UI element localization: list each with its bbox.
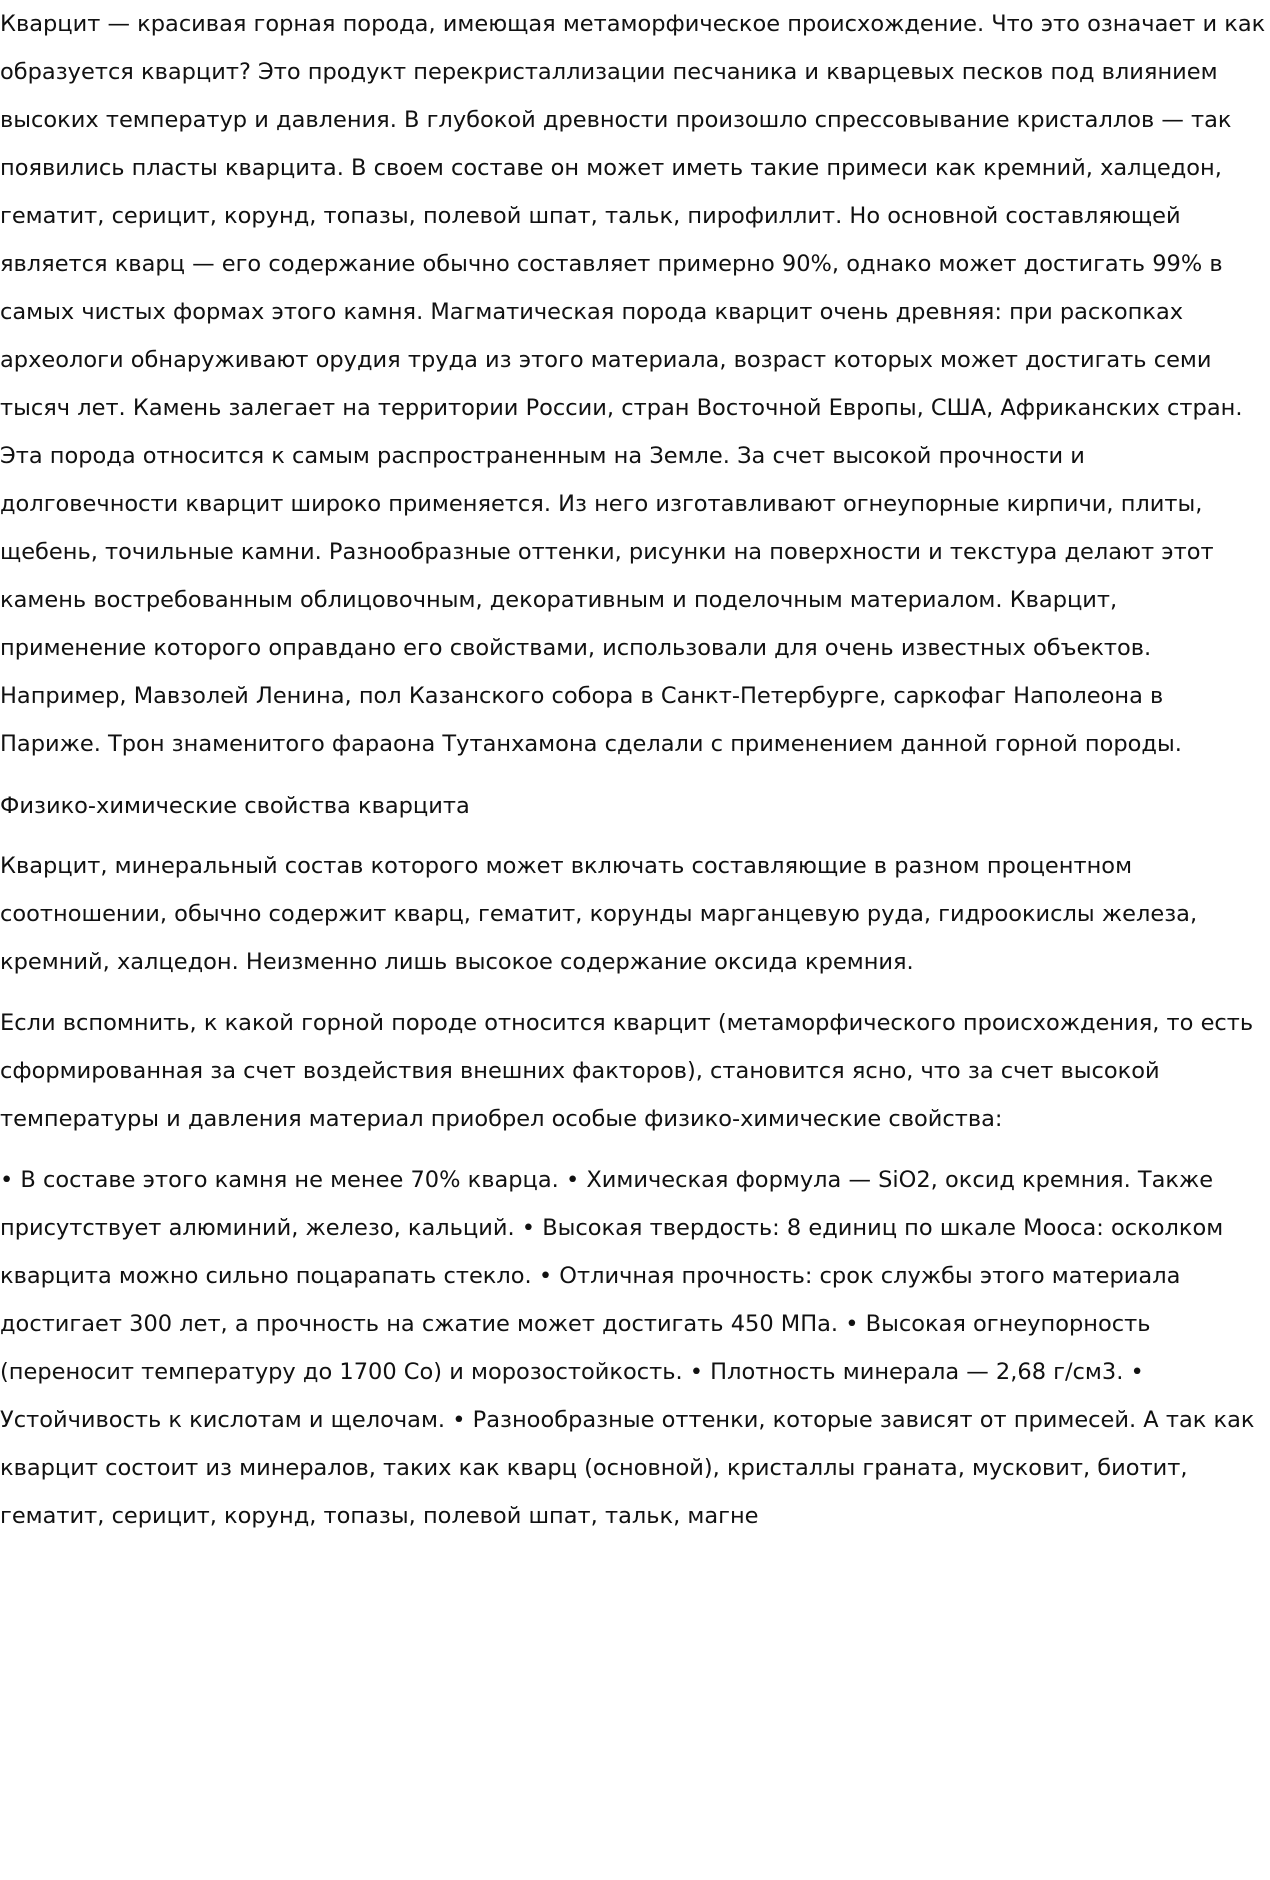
composition-paragraph: Кварцит, минеральный состав которого может включать составляющие в разном процентном соотношении, обычно содержит кварц, гематит, корунды марганцевую руда, гидроокислы железа, кремний, халцедон. Неизменно лишь высокое содержание оксида кремния. (0, 853, 1198, 975)
intro-paragraph: Кварцит — красивая горная порода, имеющая метаморфическое происхождение. Что это означает и как образуется кварцит? Это продукт перекристаллизации песчаника и кварцевых песков под влиянием высоких температур и давления. В глубокой древности произошло спрессовывание кристаллов — так появились пласты кварцита. В своем составе он может иметь такие примеси как кремний, халцедон, гематит, серицит, корунд, топазы, полевой шпат, тальк, пирофиллит. Но основной составляющей является кварц — его содержание обычно составляет примерно 90%, однако может достигать 99% в самых чистых формах этого камня. Магматическая порода кварцит очень древняя: при раскопках археологи обнаруживают орудия труда из этого материала, возраст которых может достигать семи тысяч лет. Камень залегает на территории России, стран Восточной Европы, США, Африканских стран. Эта порода относится к самым распространенным на Земле. За счет высокой прочности и долговечности кварцит широко применяется. Из него изготавливают огнеупорные кирпичи, плиты, щебень, точильные камни. Разнообразные оттенки, рисунки на поверхности и текстура делают этот камень востребованным облицовочным, декоративным и поделочным материалом. Кварцит, применение которого оправдано его свойствами, использовали для очень известных объектов. Например, Мавзолей Ленина, пол Казанского собора в Санкт-Петербурге, саркофаг Наполеона в Париже. Трон знаменитого фараона Тутанхамона сделали с применением данной горной породы. (0, 11, 1266, 757)
properties-intro-paragraph: Если вспомнить, к какой горной породе относится кварцит (метаморфического происхождения, то есть сформированная за счет воздействия внешних факторов), становится ясно, что за счет высокой температуры и давления материал приобрел особые физико-химические свойства: (0, 1010, 1254, 1132)
properties-list-paragraph: • В составе этого камня не менее 70% кварца. • Химическая формула — SiO2, оксид кремния. Также присутствует алюминий, железо, кальций. • Высокая твердость: 8 единиц по шкале Мооса: осколком кварцита можно сильно поцарапать стекло. • Отличная прочность: срок службы этого материала достигает 300 лет, а прочность на сжатие может достигать 450 МПа. • Высокая огнеупорность (переносит температуру до 1700 Со) и морозостойкость. • Плотность минерала — 2,68 г/см3. • Устойчивость к кислотам и щелочам. • Разнообразные оттенки, которые зависят от примесей. А так как кварцит состоит из минералов, таких как кварц (основной), кристаллы граната, мусковит, биотит, гематит, серицит, корунд, топазы, полевой шпат, тальк, магне (0, 1167, 1255, 1529)
section-heading: Физико-химические свойства кварцита (0, 793, 470, 819)
